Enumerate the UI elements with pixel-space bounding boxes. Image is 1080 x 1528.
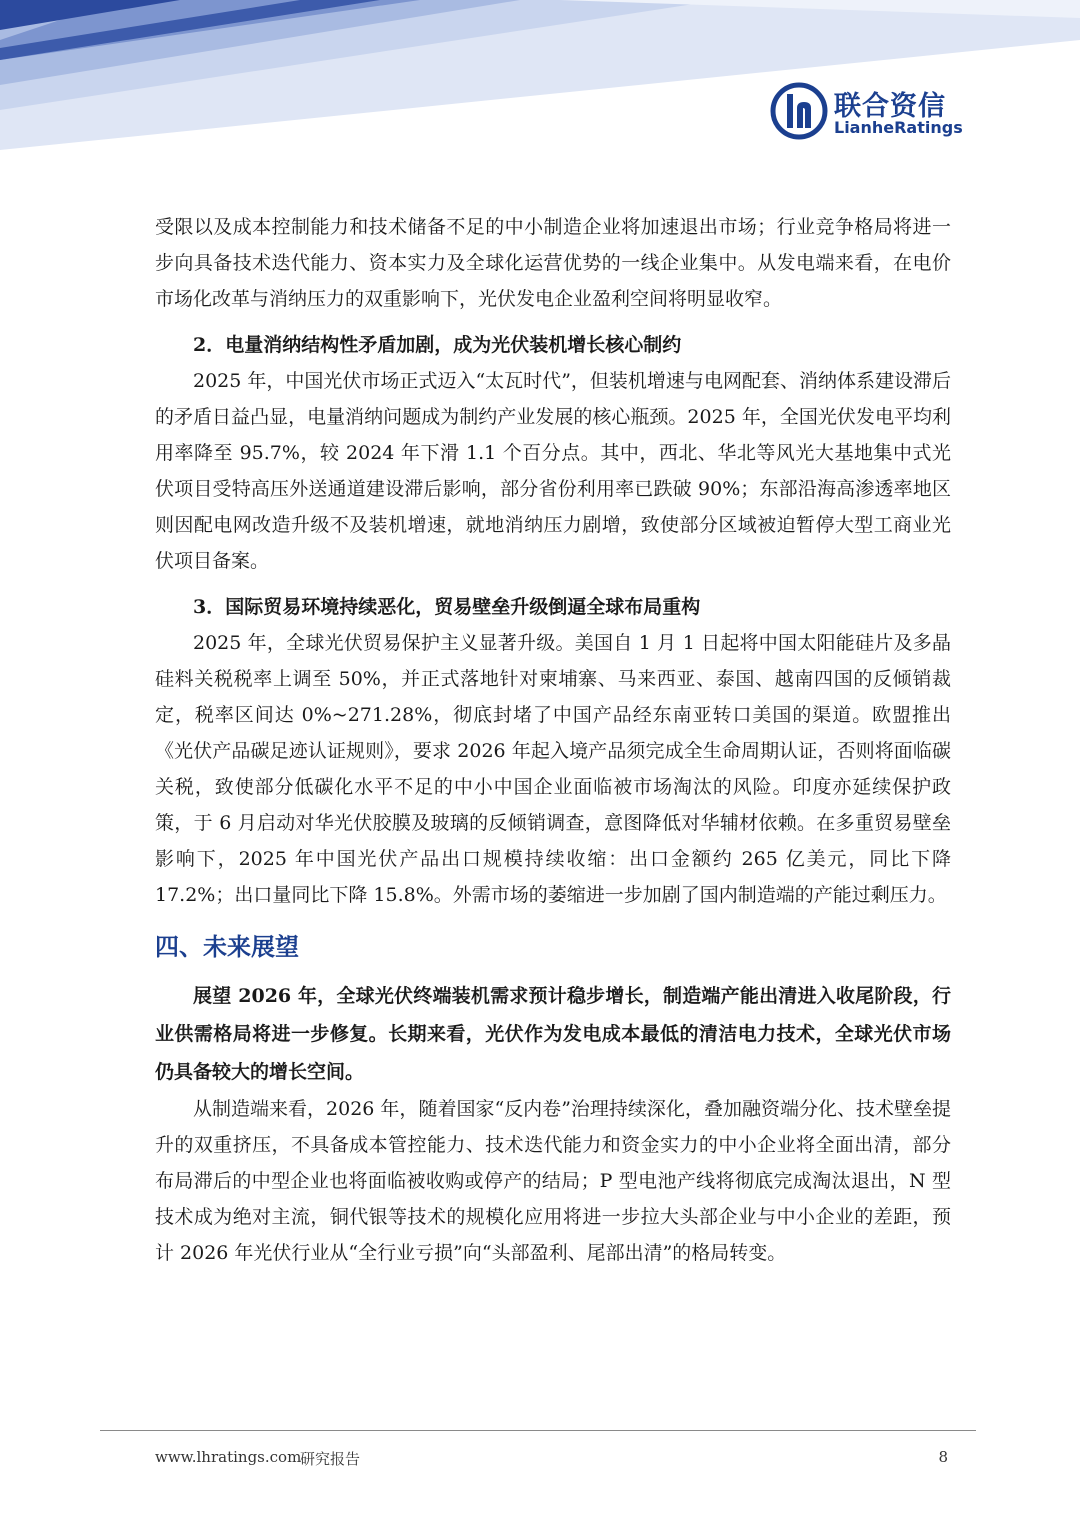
footer-report-label: 研究报告 <box>300 1450 361 1468</box>
footer-divider <box>100 1430 976 1431</box>
page-number: 8 <box>938 1448 948 1466</box>
report-body <box>155 209 951 1271</box>
lianhe-logo-icon <box>770 82 828 140</box>
paragraph-manufacturing-outlook: 从制造端来看，2026 年，随着国家“反内卷”治理持续深化，叠加融资端分化、技术壁垒提升的双重挤压，不具备成本管控能力、技术迭代能力和资金实力的中小企业将全面出清，部分布局滞后的中型企业也将面临被收购或停产的结局；P 型电池产线将彻底完成淘汰退出，N 型技术成为绝对主流，铜代银等技术的规模化应用将进一步拉大头部企业与中小企业的差距，预计 2026 年光伏行业从“全行业亏损”向“头部盈利、尾部出清”的格局转变。 <box>155 1098 951 1264</box>
lianhe-ratings-logo <box>770 82 963 142</box>
paragraph-international-trade: 2025 年，全球光伏贸易保护主义显著升级。美国自 1 月 1 日起将中国太阳能硅片及多晶硅料关税税率上调至 50%，并正式落地针对柬埔寨、马来西亚、泰国、越南四国的反倾销裁定，税率区间达 0%~271.28%，彻底封堵了中国产品经东南亚转口美国的渠道。欧盟推出《光伏产品碳足迹认证规则》，要求 2026 年起入境产品须完成全生命周期认证，否则将面临碳关税，致使部分低碳化水平不足的中小中国企业面临被市场淘汰的风险。印度亦延续保护政策，于 6 月启动对华光伏胶膜及玻璃的反倾销调查，意图降低对华辅材依赖。在多重贸易壁垒影响下，2025 年中国光伏产品出口规模持续收缩：出口金额约 265 亿美元，同比下降 17.2%；出口量同比下降 15.8%。外需市场的萎缩进一步加剧了国内制造端的产能过剩压力。 <box>155 632 951 906</box>
subheading-international-trade: 3．国际贸易环境持续恶化，贸易壁垒升级倒逼全球布局重构 <box>193 596 701 618</box>
section-title-outlook: 四、未来展望 <box>155 933 299 961</box>
footer-website-link[interactable]: www.lhratings.com <box>155 1448 302 1466</box>
paragraph-power-consumption: 2025 年，中国光伏市场正式迈入“太瓦时代”，但装机增速与电网配套、消纳体系建设滞后的矛盾日益凸显，电量消纳问题成为制约产业发展的核心瓶颈。2025 年，全国光伏发电平均利用率降至 95.7%，较 2024 年下滑 1.1 个百分点。其中，西北、华北等风光大基地集中式光伏项目受特高压外送通道建设滞后影响，部分省份利用率已跌破 90%；东部沿海高渗透率地区则因配电网改造升级不及装机增速，就地消纳压力剧增，致使部分区域被迫暂停大型工商业光伏项目备案。 <box>155 370 951 572</box>
outlook-summary: 展望 2026 年，全球光伏终端装机需求预计稳步增长，制造端产能出清进入收尾阶段，行业供需格局将进一步修复。长期来看，光伏作为发电成本最低的清洁电力技术，全球光伏市场仍具备较大的增长空间。 <box>155 985 951 1083</box>
logo-chinese-name: 联合资信 <box>834 91 946 122</box>
paragraph-continued: 受限以及成本控制能力和技术储备不足的中小制造企业将加速退出市场；行业竞争格局将进一步向具备技术迭代能力、资本实力及全球化运营优势的一线企业集中。从发电端来看，在电价市场化改革与消纳压力的双重影响下，光伏发电企业盈利空间将明显收窄。 <box>155 216 951 310</box>
subheading-power-consumption: 2．电量消纳结构性矛盾加剧，成为光伏装机增长核心制约 <box>193 334 682 356</box>
logo-english-name: LianheRatings <box>834 118 963 137</box>
